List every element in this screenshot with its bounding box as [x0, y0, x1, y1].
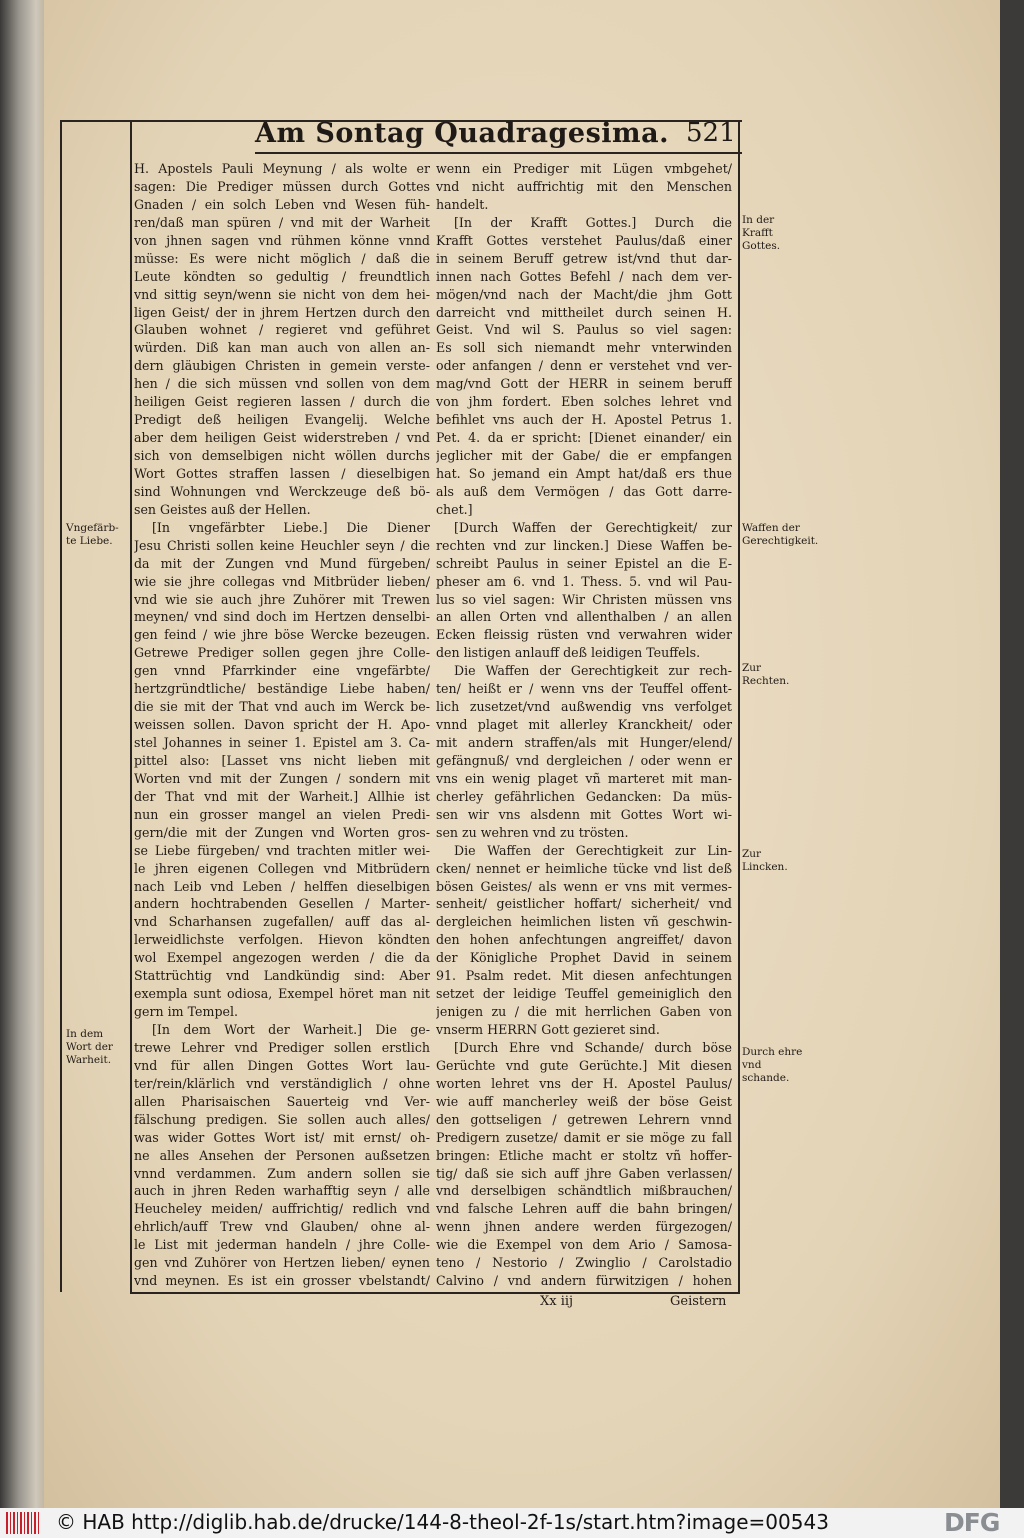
text-line: vnd meynen. Es ist ein grosser vbelstandt/ [134, 1273, 430, 1289]
text-line: lerweidlichste verfolgen. Hievon köndten [134, 932, 430, 948]
text-line: vnnd verdammen. Zum andern sollen sie [134, 1165, 430, 1181]
scan-background [1000, 0, 1024, 1508]
text-line: Gerüchte vnd gute Gerüchte.] Mit diesen [436, 1057, 732, 1073]
margin-note: In der Krafft Gottes. [742, 214, 781, 252]
text-column-right [436, 160, 732, 1290]
running-title: Am Sontag Quadragesima. [255, 118, 670, 149]
text-line: ren/daß man spüren / vnd mit der Warheit [134, 214, 430, 230]
text-line: Krafft Gottes verstehet Paulus/daß einer [436, 232, 732, 248]
text-line: nach Leib vnd Leben / helffen dieselbigen [134, 878, 430, 894]
text-line: schreibt Paulus in seiner Epistel an die E- [436, 555, 732, 571]
text-line: gen vnnd Pfarrkinder eine vngefärbte/ [134, 663, 430, 679]
text-line: se Liebe fürgeben/ vnd trachten mitler wei- [134, 842, 430, 858]
book-spine-edge [0, 0, 48, 1508]
text-line: le jhren eigenen Collegen vnd Mitbrüdern [134, 860, 430, 876]
text-line: wenn jhnen andere werden fürgezogen/ [436, 1219, 732, 1235]
text-line: exempla sunt odiosa, Exempel höret man nit [134, 986, 430, 1002]
text-line: meynen/ vnd sind doch im Hertzen denselbi- [134, 609, 430, 625]
page-number: 521 [686, 118, 736, 148]
text-line: der That vnd mit der Warheit.] Allhie ist [134, 788, 430, 804]
signature-mark: Xx iij [540, 1294, 574, 1309]
text-line: [In der Krafft Gottes.] Durch die [454, 214, 732, 230]
text-line: befihlet vns auch der H. Apostel Petrus 1. [436, 412, 732, 428]
text-line: wie sie jhre collegas vnd Mitbrüder lieben/ [134, 573, 430, 589]
text-line: sind Wohnungen vnd Werckzeuge deß bö- [134, 483, 430, 499]
text-line: jeglicher mit der Gabe/ die er empfangen [436, 448, 732, 463]
text-line: lich zusetzet/vnd außwendig vns verfolget [436, 699, 732, 715]
text-line: worten lehret vns der H. Apostel Paulus/ [436, 1075, 732, 1091]
text-line: hen / die sich müssen vnd sollen von dem [134, 376, 430, 392]
text-line: sen Geistes auß der Hellen. [134, 501, 311, 517]
margin-note: Waffen der Gerechtigkeit. [742, 522, 819, 547]
text-column-left [134, 160, 430, 1290]
margin-note: Zur Lincken. [742, 848, 788, 873]
text-line: pittel also: [Lasset vns nicht lieben mit [134, 752, 430, 768]
left-margin-rule [60, 120, 62, 1292]
text-line: le List mit jederman handeln / jhre Colle- [134, 1237, 430, 1253]
text-line: Gnaden / ein solch Leben vnd Wesen füh- [134, 196, 430, 212]
text-line: sich von demselbigen nicht wöllen durchs [134, 448, 430, 463]
text-line: wol Exempel angezogen werden / die da [134, 950, 430, 966]
text-line: darreicht vnd mittheilet durch seinen H. [436, 304, 732, 320]
text-line: vnd nicht auffrichtig mit den Menschen [436, 178, 732, 194]
text-line: dergleichen heimlichen listen vñ geschwin- [436, 914, 732, 930]
text-line: cken/ nennet er heimliche tücke vnd list deß [436, 860, 732, 876]
text-line: handelt. [436, 196, 489, 212]
text-line: andern hochtrabenden Gesellen / Marter- [134, 896, 430, 912]
text-line: Predigt deß heiligen Evangelij. Welche [134, 412, 430, 428]
text-line: Stattrüchtig vnd Landkündig sind: Aber [134, 968, 430, 984]
text-line: als auß dem Vermögen / das Gott darre- [436, 483, 732, 499]
text-line: Ecken fleissig rüsten vnd verwahren wider [436, 627, 732, 643]
text-line: Heucheley meiden/ auffrichtig/ redlich vnd [134, 1201, 430, 1217]
text-line: 91. Psalm redet. Mit diesen anfechtungen [436, 968, 732, 984]
right-column-rule [738, 120, 740, 1292]
text-line: H. Apostels Pauli Meynung / als wolte er [134, 161, 430, 176]
text-line: [Durch Waffen der Gerechtigkeit/ zur [454, 519, 732, 535]
text-line: den gottseligen / getrewen Lehrern vnnd [436, 1111, 732, 1127]
text-line: rechten vnd zur lincken.] Diese Waffen be- [436, 537, 732, 553]
bottom-rule [130, 1292, 740, 1294]
text-line: Geist. Vnd wil S. Paulus so viel sagen: [436, 322, 732, 338]
text-line: teno / Nestorio / Zwinglio / Carolstadio [436, 1255, 732, 1271]
text-line: von jhnen sagen vnd rühmen könne vnnd [134, 232, 430, 248]
text-line: Calvino / vnd andern fürwitzigen / hohen [436, 1273, 732, 1289]
margin-note: In dem Wort der Warheit. [66, 1028, 113, 1066]
text-line: [Durch Ehre vnd Schande/ durch böse [454, 1039, 732, 1055]
text-line: vnserm HERRN Gott gezieret sind. [436, 1022, 660, 1037]
text-line: ne alles Ansehen der Personen außsetzen [134, 1147, 430, 1163]
copyright-link[interactable]: © HAB http://diglib.hab.de/drucke/144-8-theol-2f-1s/start.htm?image=00543 [56, 1510, 829, 1534]
text-line: würden. Diß kan man auch von allen an- [134, 340, 430, 356]
text-line: bringen: Etliche macht er stoltz vñ hoffer- [436, 1147, 732, 1163]
text-line: vnnd plaget mit allerley Kranckheit/ oder [436, 717, 732, 733]
text-line: der Königliche Prophet David in seinem [436, 950, 732, 966]
text-line: lus so viel sagen: Wir Christen müssen vns [436, 591, 732, 607]
text-line: Die Waffen der Gerechtigkeit zur rech- [454, 663, 732, 679]
text-line: vnd für allen Dingen Gottes Wort lau- [134, 1057, 430, 1073]
margin-note: Vngefärb- te Liebe. [66, 522, 119, 547]
text-line: sen zu wehren vnd zu trösten. [436, 824, 629, 840]
text-line: hat. So jemand ein Ampt hat/daß ers thue [436, 465, 732, 481]
viewer-footer [0, 1508, 1024, 1538]
text-line: vnd wie sie auch jhre Zuhörer mit Trewen [134, 591, 430, 607]
text-line: heiligen Geist regieren lassen / durch die [134, 394, 430, 410]
text-line: trewe Lehrer vnd Prediger sollen erstlich [134, 1039, 430, 1055]
left-column-rule [130, 120, 132, 1292]
text-line: gern im Tempel. [134, 1004, 238, 1020]
text-line: vnd derselbigen schändtlich mißbrauchen/ [436, 1183, 732, 1199]
text-line: wenn ein Prediger mit Lügen vmbgehet/ [436, 161, 732, 176]
text-line: in seinem Beruff getrew ist/vnd thut dar- [436, 250, 732, 266]
text-line: an allen Orten vnd allenthalben / an allen [436, 609, 732, 625]
text-line: Jesu Christi sollen keine Heuchler seyn / die [134, 537, 430, 553]
text-line: da mit der Zungen vnd Mund fürgeben/ [134, 555, 430, 571]
text-line: Pet. 4. da er spricht: [Dienet einander/ ein [436, 430, 732, 446]
text-line: innen nach Gottes Befehl / nach dem ver- [436, 268, 732, 284]
text-line: ligen Geist/ der in jhrem Hertzen durch den [134, 304, 430, 320]
text-line: gen feind / wie jhre böse Wercke bezeugen. [134, 627, 430, 643]
text-line: allen Pharisaischen Sauerteig vnd Ver- [134, 1093, 430, 1109]
text-line: vnd sittig seyn/wenn sie nicht von dem hei- [134, 286, 430, 302]
text-line: Es soll sich niemandt mehr vnterwinden [436, 340, 732, 356]
text-line: den hohen anfechtungen angreiffet/ davon [436, 932, 732, 948]
text-line: [In dem Wort der Warheit.] Die ge- [152, 1022, 430, 1037]
text-line: dern gläubigen Christen in gemein verste- [134, 358, 430, 374]
text-line: bösen Geistes/ als wenn er vns mit vermes- [436, 878, 732, 894]
text-line: oder anfangen / denn er verstehet vnd ver- [436, 358, 732, 374]
text-line: gefängnuß/ vnd dergleichen / oder wenn er [436, 752, 732, 768]
text-line: ten/ heißt er / wenn vns der Teuffel offent- [436, 681, 732, 697]
margin-note: Durch ehre vnd schande. [742, 1046, 803, 1084]
text-line: auch in jhren Reden warhafftig seyn / alle [134, 1183, 430, 1199]
text-line: Getrewe Prediger sollen gegen jhre Colle- [134, 645, 430, 661]
text-line: gern/die mit der Zungen vnd Worten gros- [134, 824, 430, 840]
text-line: mit andern straffen/als mit Hunger/elend/ [436, 735, 732, 750]
text-line: sagen: Die Prediger müssen durch Gottes [134, 178, 430, 194]
text-line: chet.] [436, 501, 473, 517]
text-line: wie auff mancherley weiß der böse Geist [436, 1093, 732, 1109]
text-line: wie die Exempel von dem Ario / Samosa- [436, 1237, 732, 1253]
text-line: setzet der leidige Teuffel gemeiniglich den [436, 986, 732, 1002]
text-line: müsse: Es were nicht möglich / daß die [134, 250, 430, 266]
text-line: vnd falsche Lehren auff die bahn bringen/ [436, 1201, 732, 1217]
barcode-icon [6, 1512, 40, 1534]
text-line: Worten vnd mit der Zungen / sondern mit [134, 770, 430, 786]
text-line: aber dem heiligen Geist widerstreben / vnd [134, 430, 430, 446]
text-line: ehrlich/auff Trew vnd Glauben/ ohne al- [134, 1219, 430, 1235]
dfg-logo: DFG [944, 1508, 1000, 1537]
text-line: mag/vnd Gott der HERR in seinem beruff [436, 376, 732, 392]
text-line: stel Johannes in seiner 1. Epistel am 3. Ca- [134, 735, 430, 750]
text-line: was wider Gottes Wort ist/ mit ernst/ oh- [134, 1129, 430, 1145]
header-bottom-rule [255, 152, 742, 154]
margin-note: Zur Rechten. [742, 662, 790, 687]
text-line: Predigern zusetze/ damit er sie möge zu fall [436, 1129, 732, 1145]
text-line: cherley gefährlichen Gedancken: Da müs- [436, 788, 732, 804]
text-line: vnd Scharhansen zugefallen/ auff das al- [134, 914, 430, 930]
text-line: senheit/ geistlicher hoffart/ sicherheit/ vnd [436, 896, 732, 912]
text-line: weissen sollen. Davon spricht der H. Apo- [134, 717, 430, 733]
text-line: nun ein grosser mangel an vielen Predi- [134, 806, 430, 822]
catchword: Geistern [670, 1294, 727, 1309]
text-line: Die Waffen der Gerechtigkeit zur Lin- [454, 842, 732, 858]
text-line: mögen/vnd nach der Macht/die jhm Gott [436, 286, 732, 302]
text-line: pheser am 6. vnd 1. Thess. 5. vnd wil Pau- [436, 573, 732, 589]
text-line: von jhm fordert. Eben solches lehret vnd [436, 394, 732, 410]
text-line: den listigen anlauff deß leidigen Teuffels. [436, 645, 701, 661]
text-line: jenigen zu / die mit herrlichen Gaben von [436, 1004, 732, 1020]
text-line: tig/ daß sie sich auff jhre Gaben verlassen/ [436, 1165, 732, 1181]
text-line: sen wir vns alsdenn mit Gottes Wort wi- [436, 806, 732, 822]
text-line: Wort Gottes straffen lassen / dieselbigen [134, 465, 430, 481]
text-line: vns ein wenig plaget vñ marteret mit man- [436, 770, 732, 786]
text-line: Glauben wohnet / regieret vnd geführet [134, 322, 430, 338]
text-line: die sie mit der That vnd auch im Werck be- [134, 699, 430, 715]
text-line: ter/rein/klärlich vnd verständiglich / ohne [134, 1075, 430, 1091]
text-line: Leute köndten so gedultig / freundtlich [134, 268, 430, 284]
text-line: gen vnd Zuhörer von Hertzen lieben/ eynen [134, 1255, 430, 1271]
text-line: fälschung predigen. Sie sollen auch alles/ [134, 1111, 430, 1127]
text-line: hertzgründtliche/ beständige Liebe haben/ [134, 681, 430, 697]
text-line: [In vngefärbter Liebe.] Die Diener [152, 519, 430, 535]
